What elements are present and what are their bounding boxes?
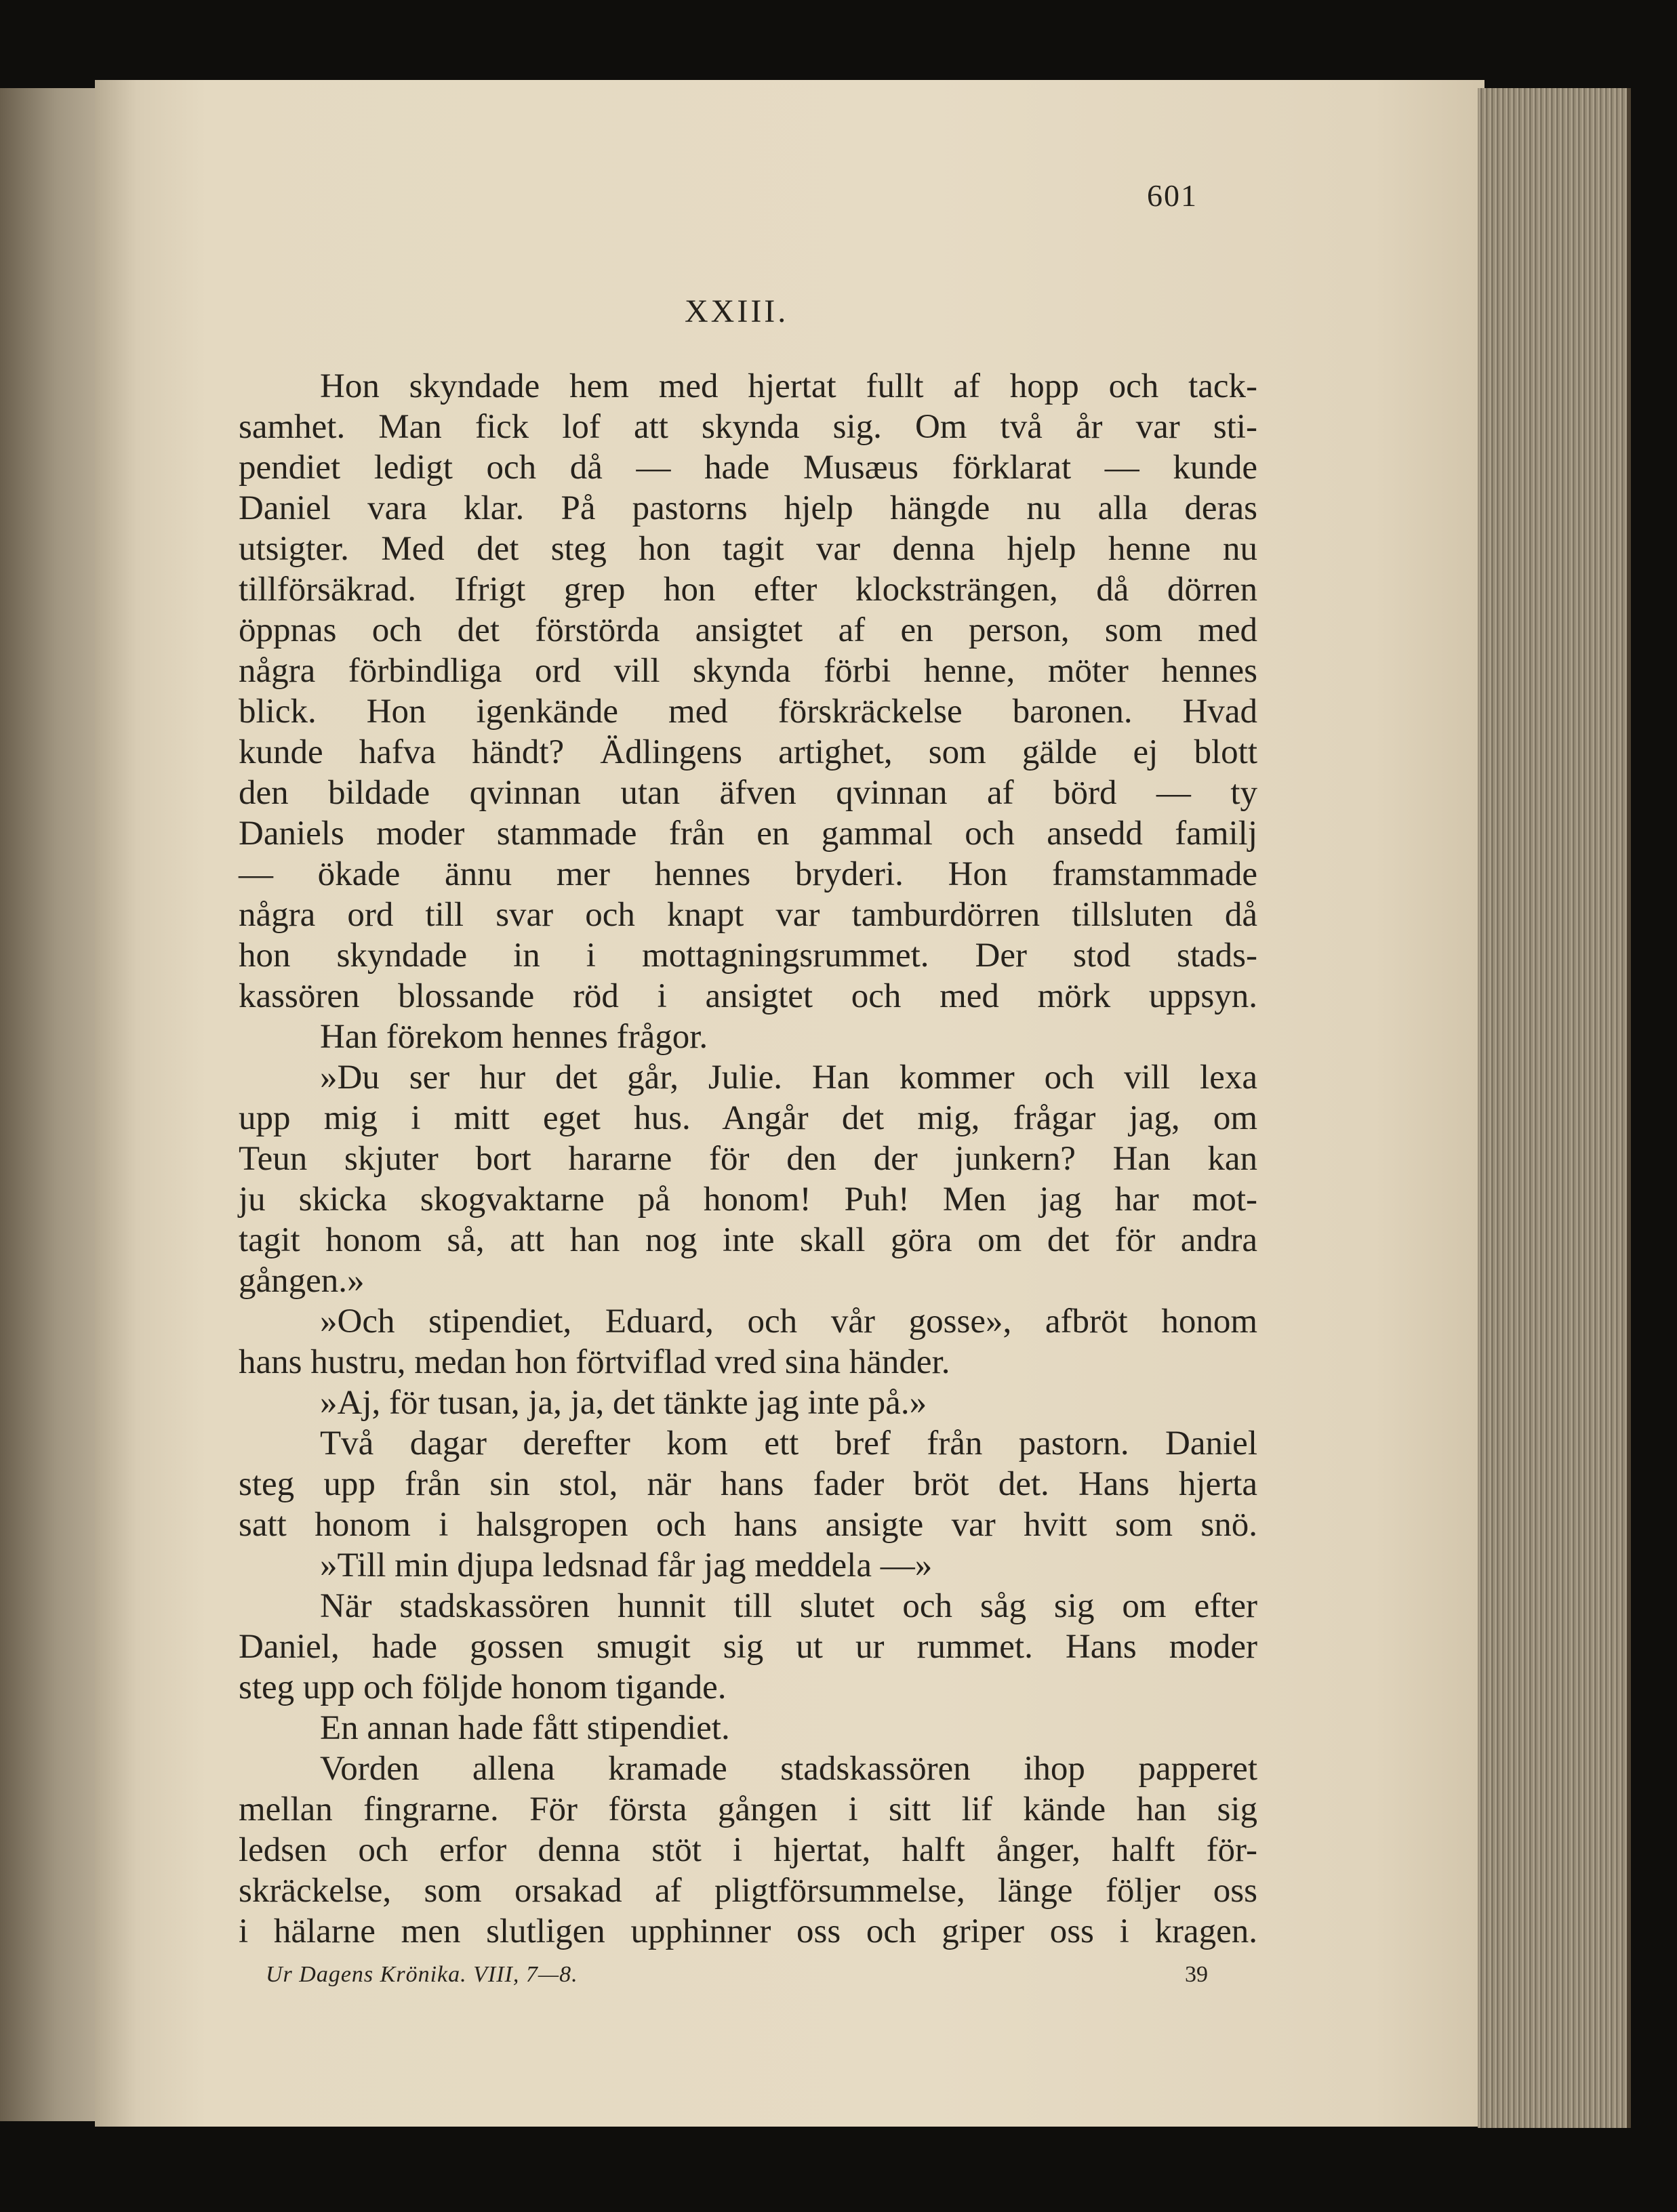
text-line: Hon skyndade hem med hjertat fullt af hopp och tack- [320, 367, 1257, 405]
text-line: ledsen och erfor denna stöt i hjertat, halft ånger, halft för- [239, 1831, 1257, 1869]
text-line: gången.» [239, 1262, 365, 1300]
text-line: i hälarne men slutligen upphinner oss och griper oss i kragen. [239, 1912, 1257, 1950]
text-line: tillförsäkrad. Ifrigt grep hon efter klocksträngen, då dörren [239, 571, 1257, 609]
text-line: samhet. Man fick lof att skynda sig. Om två år var sti- [239, 408, 1257, 446]
text-line: satt honom i halsgropen och hans ansigte var hvitt som snö. [239, 1506, 1257, 1544]
text-line: skräckelse, som orsakad af pligtförsummelse, länge följer oss [239, 1872, 1257, 1910]
text-line: »Du ser hur det går, Julie. Han kommer och vill lexa [320, 1059, 1257, 1097]
text-line: steg upp från sin stol, när hans fader bröt det. Hans hjerta [239, 1465, 1257, 1503]
text-line: När stadskassören hunnit till slutet och såg sig om efter [320, 1587, 1257, 1625]
text-line: Han förekom hennes frågor. [320, 1018, 708, 1056]
text-line: Daniel, hade gossen smugit sig ut ur rummet. Hans moder [239, 1628, 1257, 1666]
text-line: hans hustru, medan hon förtviflad vred sina händer. [239, 1343, 950, 1381]
text-line: öppnas och det förstörda ansigtet af en person, som med [239, 611, 1257, 649]
text-line: blick. Hon igenkände med förskräckelse baronen. Hvad [239, 693, 1257, 731]
text-line: En annan hade fått stipendiet. [320, 1709, 730, 1747]
text-line: »Till min djupa ledsnad får jag meddela —» [320, 1547, 933, 1584]
text-line: »Och stipendiet, Eduard, och vår gosse», afbröt honom [320, 1303, 1257, 1340]
text-line: några ord till svar och knapt var tamburdörren tillsluten då [239, 896, 1257, 934]
text-line: kassören blossande röd i ansigtet och med mörk uppsyn. [239, 977, 1257, 1015]
text-line: Daniel vara klar. På pastorns hjelp hängde nu alla deras [239, 489, 1257, 527]
text-line: kunde hafva händt? Ädlingens artighet, som gälde ej blott [239, 733, 1257, 771]
text-line: några förbindliga ord vill skynda förbi henne, möter hennes [239, 652, 1257, 690]
text-line: hon skyndade in i mottagningsrummet. Der stod stads- [239, 937, 1257, 975]
page-number: 601 [1147, 178, 1198, 213]
text-line: Vorden allena kramade stadskassören ihop papperet [320, 1750, 1257, 1788]
text-line: upp mig i mitt eget hus. Angår det mig, frågar jag, om [239, 1099, 1257, 1137]
text-line: ju skicka skogvaktarne på honom! Puh! Men jag har mot- [239, 1181, 1257, 1218]
text-line: — ökade ännu mer hennes bryderi. Hon framstammade [239, 855, 1257, 893]
text-line: mellan fingrarne. För första gången i sitt lif kände han sig [239, 1790, 1257, 1828]
chapter-heading: XXIII. [685, 293, 789, 329]
text-line: den bildade qvinnan utan äfven qvinnan af börd — ty [239, 774, 1257, 812]
text-line: Teun skjuter bort hararne för den der junkern? Han kan [239, 1140, 1257, 1178]
text-line: steg upp och följde honom tigande. [239, 1668, 727, 1706]
footer-source: Ur Dagens Krönika. VIII, 7—8. [266, 1962, 578, 1987]
text-line: utsigter. Med det steg hon tagit var denna hjelp henne nu [239, 530, 1257, 568]
text-line: tagit honom så, att han nog inte skall göra om det för andra [239, 1221, 1257, 1259]
footer-signature: 39 [1185, 1962, 1208, 1987]
text-line: »Aj, för tusan, ja, ja, det tänkte jag inte på.» [320, 1384, 927, 1422]
text-line: Daniels moder stammade från en gammal och ansedd familj [239, 815, 1257, 853]
text-line: pendiet ledigt och då — hade Musæus förklarat — kunde [239, 449, 1257, 487]
text-line: Två dagar derefter kom ett bref från pastorn. Daniel [320, 1425, 1257, 1462]
